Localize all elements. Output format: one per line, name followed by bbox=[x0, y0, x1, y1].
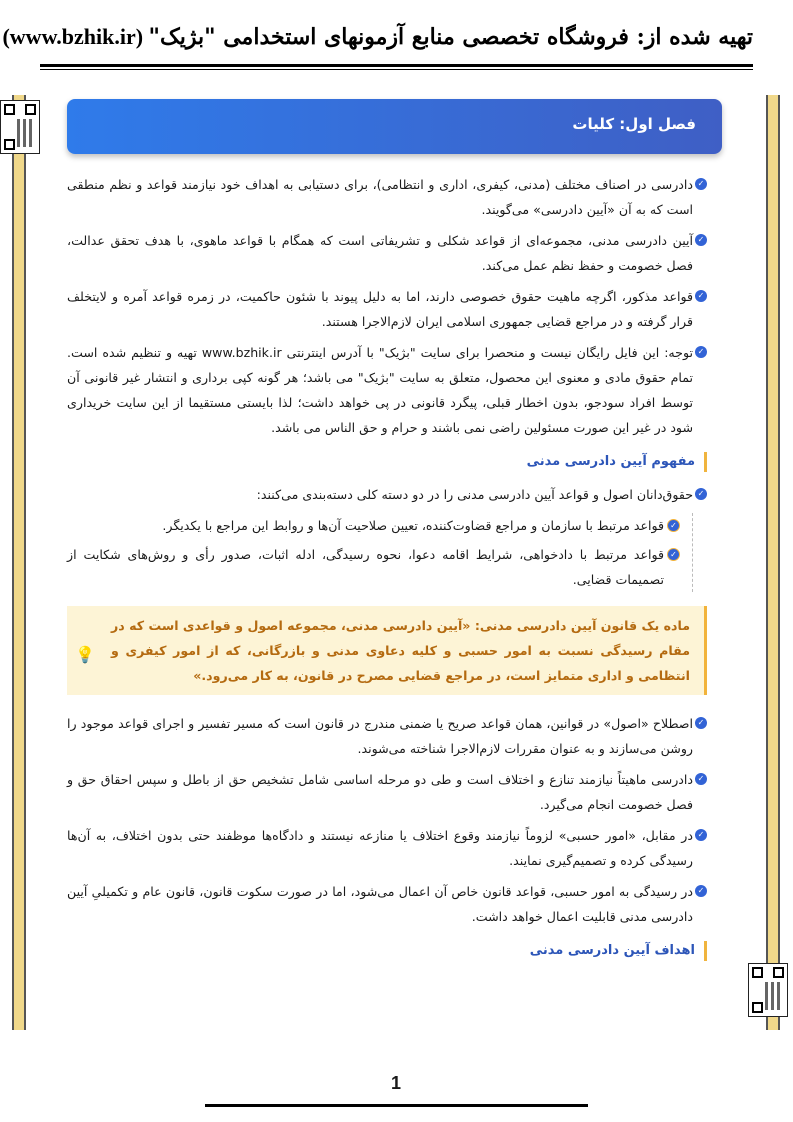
list-item-text: دادرسی ماهیتاً نیازمند تنازع و اختلاف است و طی دو مرحله اساسی شامل تشخیص حق از باطل و سپس احقاق حق و فصل خصومت انجام می‌گیرد. bbox=[67, 772, 693, 812]
list-item-text: توجه: این فایل رایگان نیست و منحصرا برای سایت "بژیک" با آدرس اینترنتی www.bzhik.ir تهیه و تنظیم شده است. تمام حقوق مادی و معنوی این محصول، متعلق به سایت "بژیک" می باشد؛ هر گونه کپی برداری و انتشار غیر قانونی آن توسط افراد سودجو، بدون اخطار قبلی، پیگرد قانونی در پی خواهد داشت؛ لذا بایستی مستقیما از این سایت خریداری شود در غیر این صورت مسئولین راضی نمی باشند و حرام و حق الناس می باشد. bbox=[67, 345, 693, 435]
check-icon: ✓ bbox=[695, 717, 707, 729]
section-heading: اهداف آیین دادرسی مدنی bbox=[67, 941, 707, 961]
sub-list-item bbox=[67, 542, 680, 592]
lightbulb-icon: 💡 bbox=[75, 645, 95, 664]
check-icon: ✓ bbox=[695, 290, 707, 302]
list-item bbox=[67, 284, 707, 334]
list-item bbox=[67, 823, 707, 873]
check-icon: ✓ bbox=[667, 548, 680, 561]
page-number: 1 bbox=[390, 1073, 401, 1093]
note-text: ماده یک قانون آیین دادرسی مدنی: «آیین دادرسی مدنی، مجموعه اصول و قواعدی است که در مقام رسیدگی نسبت به امور حسبی و کلیه دعاوی مدنی و بازرگانی، که از امور کیفری و انتظامی و اداری متمایز است، در مراجع قضایی مصرح در قانون، به کار می‌رود.» bbox=[111, 618, 690, 683]
qr-code-icon bbox=[748, 963, 788, 1017]
header-title: تهیه شده از: فروشگاه تخصصی منابع آزمونهای استخدامی bbox=[215, 24, 753, 50]
list-item-text: آیین دادرسی مدنی، مجموعه‌ای از قواعد شکلی و تشریفاتی است که همگام با قواعد ماهوی، با هدف تحقق عدالت، فصل خصومت و حفظ نظم عمل می‌کند. bbox=[67, 233, 693, 273]
list-item-text: دادرسی در اصناف مختلف (مدنی، کیفری، اداری و انتظامی)، برای دستیابی به اهداف خود نیازمند قواعد و نظم منطقی است که به آن «آیین دادرسی» می‌گویند. bbox=[67, 177, 693, 217]
list-item bbox=[67, 340, 707, 440]
list-item-text: حقوق‌دانان اصول و قواعد آیین دادرسی مدنی را در دو دسته کلی دسته‌بندی می‌کنند: bbox=[256, 487, 693, 502]
right-margin-border bbox=[766, 95, 780, 1030]
list-item-text: قواعد مذکور، اگرچه ماهیت حقوق خصوصی دارند، اما به دلیل پیوند با شئون حاکمیت، در زمره قواعد آمره و لایتخلف قرار گرفته و در مراجع قضایی جمهوری اسلامی ایران لازم‌الاجرا هستند. bbox=[67, 289, 693, 329]
sub-list bbox=[67, 513, 693, 592]
list-item bbox=[67, 482, 707, 507]
list-item-text: اصطلاح «اصول» در قوانین، همان قواعد صریح یا ضمنی مندرج در قانون است که مسیر تفسیر و اجرای قواعد موجود را روشن می‌سازند و به عنوان مقررات لازم‌الاجرا شناخته می‌شوند. bbox=[67, 716, 693, 756]
sub-list-item-text: قواعد مرتبط با سازمان و مراجع قضاوت‌کننده، تعیین صلاحیت آن‌ها و روابط این مراجع با یکدیگر. bbox=[162, 518, 664, 533]
sub-list-item-text: قواعد مرتبط با دادخواهی، شرایط اقامه دعوا، نحوه رسیدگی، ادله اثبات، صدور رأی و روش‌های شکایت از تصمیمات قضایی. bbox=[67, 547, 664, 587]
check-icon: ✓ bbox=[695, 346, 707, 358]
header-rule-thin bbox=[40, 69, 753, 70]
list-item bbox=[67, 228, 707, 278]
header-rule bbox=[40, 64, 753, 67]
check-icon: ✓ bbox=[695, 178, 707, 190]
list-item bbox=[67, 879, 707, 929]
sub-list-item bbox=[67, 513, 680, 538]
check-icon: ✓ bbox=[667, 519, 680, 532]
section-heading: مفهوم آیین دادرسی مدنی bbox=[67, 452, 707, 472]
left-margin-border bbox=[12, 95, 26, 1030]
list-item-text: در رسیدگی به امور حسبی، قواعد قانون خاص آن اعمال می‌شود، اما در صورت سکوت قانون، قانون عام و تکمیلیِ آیین دادرسی مدنی قابلیت اعمال خواهد داشت. bbox=[67, 884, 693, 924]
check-icon: ✓ bbox=[695, 829, 707, 841]
chapter-title: فصل اول: کلیات bbox=[572, 115, 696, 133]
chapter-banner bbox=[67, 99, 722, 154]
header-brand: "بژیک" bbox=[148, 24, 216, 50]
law-article-note bbox=[67, 606, 707, 695]
list-item-text: در مقابل، «امور حسبی» لزوماً نیازمند وقوع اختلاف یا منازعه نیستند و دادگاه‌ها موظفند حتی بدون اختلاف، به آن‌ها رسیدگی کرده و تصمیم‌گیری نمایند. bbox=[67, 828, 693, 868]
check-icon: ✓ bbox=[695, 234, 707, 246]
check-icon: ✓ bbox=[695, 488, 707, 500]
footer-rule bbox=[205, 1104, 588, 1107]
qr-code-icon bbox=[0, 100, 40, 154]
header-url: (www.bzhik.ir) bbox=[2, 24, 149, 49]
list-item bbox=[67, 172, 707, 222]
main-content bbox=[67, 172, 707, 971]
page-header bbox=[2, 24, 753, 60]
list-item bbox=[67, 767, 707, 817]
list-item bbox=[67, 711, 707, 761]
check-icon: ✓ bbox=[695, 773, 707, 785]
check-icon: ✓ bbox=[695, 885, 707, 897]
